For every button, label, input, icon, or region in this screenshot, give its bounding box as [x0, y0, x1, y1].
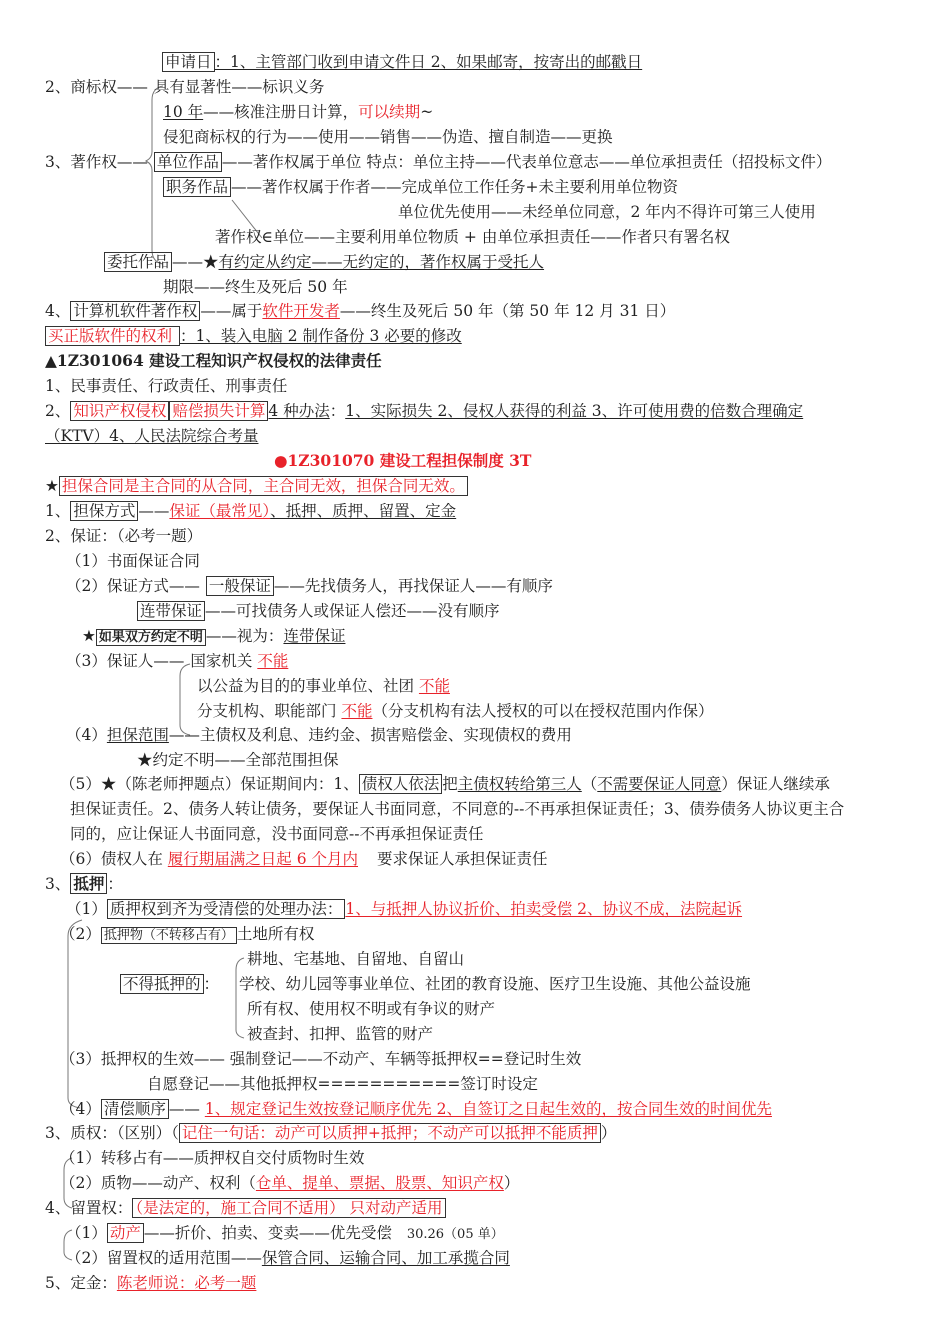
lien-scope-text: 保管合同、运输合同、加工承揽合同	[261, 1249, 510, 1267]
software-developer: 软件开发者	[262, 302, 340, 320]
line-surety-period	[60, 773, 830, 795]
unclear-star: ★	[82, 627, 96, 645]
joint-surety-text: ——可找债务人或保证人偿还——没有顺序	[205, 602, 500, 620]
public-facilities-text: 学校、幼儿园等事业单位、社团的教育设施、医疗卫生设施、其他公益设施	[239, 975, 751, 993]
repayment-order-text: 1、规定登记生效按登记顺序优先 2、自签订之日起生效的，按合同生效的时间优先	[204, 1100, 772, 1118]
unclear-agreement-text: ——视为：	[205, 627, 284, 645]
ip-infringe-label: 知识产权侵权	[70, 401, 169, 421]
line-surety-period-3	[70, 823, 483, 845]
commissioned-work-text: 有约定从约定——无约定的，著作权属于受托人	[218, 253, 545, 271]
line-unit-priority	[398, 201, 816, 223]
application-date-label: 申请日	[162, 52, 215, 72]
line-genuine-software	[45, 325, 462, 347]
ip-infringe-number: 2、	[45, 402, 71, 420]
lien-label: 4、留置权：	[45, 1199, 133, 1217]
ten-years-text: ——核准注册日计算，	[203, 103, 359, 121]
line-ip-infringe	[45, 400, 803, 422]
copyright-label: 3、著作权——	[45, 153, 148, 171]
surety-methods-label: （2）保证方式——	[66, 577, 200, 595]
mortgage-label: 抵押	[70, 873, 107, 894]
methods-text: 1、实际损失 2、侵权人获得的利益 3、许可使用费的倍数合理确定	[345, 402, 804, 420]
deposit-label: 5、定金：	[45, 1274, 117, 1292]
no-consent-text: 不需要保证人同意	[597, 775, 722, 793]
guarantee-methods-rest: 、抵押、质押、留置、定金	[270, 502, 457, 520]
surety-period-label: （5）★（陈老师押题点）保证期间内：1、	[60, 775, 359, 793]
mortgage-colon: ：	[107, 875, 123, 893]
ten-years-label: 10 年	[163, 103, 204, 121]
movable-text: ——折价、拍卖、变卖——优先受偿	[143, 1224, 397, 1242]
line-pledge-handling	[66, 898, 742, 920]
general-surety-label: 一般保证	[206, 576, 274, 596]
line-movable	[66, 1222, 504, 1246]
copyright-unit-text: 著作权∈单位——主要利用单位物质 + 由单位承担责任——作者只有署名权	[215, 228, 730, 246]
line-repayment-order	[60, 1098, 772, 1120]
surety-period-2-text: 担保证责任。2、债务人转让债务，要保证人书面同意，不同意的--不再承担保证责任；3、债券债务人协议更主合	[70, 800, 845, 818]
trademark-infringe-text: 侵犯商标权的行为——使用——销售——伪造、擅自制造——更换	[163, 128, 613, 146]
farmland-text: 耕地、宅基地、自留地、自留山	[247, 950, 465, 968]
software-number: 4、	[45, 302, 71, 320]
line-trademark-infringe	[163, 126, 613, 148]
line-transfer-possession	[60, 1147, 364, 1169]
line-liabilities	[45, 375, 287, 397]
deposit-note: 陈老师说：必考一题	[116, 1274, 257, 1292]
line-lien-scope	[66, 1247, 510, 1269]
pledge-handling-text: 1、与抵押人协议折价、拍卖受偿 2、协议不成，法院起诉	[345, 900, 743, 918]
line-application-date	[162, 51, 642, 73]
unit-work-label: 单位作品	[154, 152, 222, 172]
line-branch	[197, 700, 713, 722]
mortgage-property-number: （2）	[60, 925, 101, 943]
line-not-mortgageable	[120, 973, 751, 995]
state-organ-text: 国家机关	[190, 652, 258, 670]
genuine-software-text: ：1、装入电脑 2 制作备份 3 必要的修改	[179, 327, 462, 345]
line-guarantee-methods	[45, 500, 456, 522]
tilde-mark: ~	[420, 103, 434, 121]
voluntary-registration-text: 自愿登记——其他抵押权===========签订时设定	[147, 1075, 538, 1093]
line-ktv	[45, 425, 258, 447]
surety-text: 2、保证：（必考一题）	[45, 527, 203, 545]
transfer-word: 把	[442, 775, 458, 793]
compulsory-registration-text: 强制登记——不动产、车辆等抵押权==登记时生效	[229, 1050, 582, 1068]
pledged-items-close: ）	[503, 1174, 520, 1192]
paren-open: （	[581, 775, 598, 793]
software-term: ——终生及死后 50 年（第 50 年 12 月 31 日）	[339, 302, 676, 320]
term-text: 期限——终生及死后 50 年	[163, 278, 348, 296]
application-date-text: ：1、主管部门收到申请文件日 2、如果邮寄，按寄出的邮戳日	[214, 53, 643, 71]
guarantee-methods-dash: ——	[138, 502, 170, 520]
disputed-property-text: 所有权、使用权不明或有争议的财产	[247, 1000, 496, 1018]
pledge-handling-label: 质押权到齐为受清偿的处理办法：	[107, 899, 346, 919]
unit-work-text: ——著作权属于单位 特点：单位主持——代表单位意志——单位承担责任（招投标文件）	[221, 153, 832, 171]
written-contract-text: （1）书面保证合同	[66, 552, 200, 570]
line-creditor-six-months	[60, 848, 547, 870]
line-unclear-scope	[137, 749, 339, 771]
line-guarantee-scope	[66, 724, 572, 746]
line-disputed-property	[247, 998, 495, 1020]
line-seized-property	[247, 1023, 433, 1045]
transfer-claim-text: 主债权转给第三人	[457, 775, 582, 793]
line-public-welfare	[197, 675, 450, 697]
line-surety	[45, 525, 202, 547]
six-months-text: 履行期届满之日起 6 个月内	[167, 850, 359, 868]
line-commissioned-work	[104, 251, 544, 273]
line-lien	[45, 1197, 446, 1219]
creditor-legal-label: 债权人依法	[359, 774, 443, 794]
repayment-order-label: 清偿顺序	[101, 1099, 169, 1119]
ip-liability-heading: ▲1Z301064 建设工程知识产权侵权的法律责任	[45, 351, 382, 370]
line-term	[163, 276, 348, 298]
liabilities-text: 1、民事责任、行政责任、刑事责任	[45, 377, 288, 395]
surety-most-common: 保证（最常见）	[169, 502, 271, 520]
software-copyright-label: 计算机软件著作权	[70, 301, 200, 321]
line-pledged-items	[60, 1172, 519, 1194]
guarantee-heading: ●1Z301070 建设工程担保制度 3T	[274, 451, 532, 470]
unclear-scope-text: ★约定不明——全部范围担保	[137, 751, 339, 769]
line-pledge-right	[45, 1122, 616, 1144]
renewable-text: 可以续期	[358, 103, 421, 121]
line-ten-years	[163, 101, 433, 123]
line-trademark	[45, 76, 324, 98]
line-surety-period-2	[70, 798, 844, 820]
commissioned-work-star: ——★	[172, 253, 219, 271]
line-mortgage-property	[60, 923, 314, 947]
damages-calc-label: 赔偿损失计算	[169, 401, 268, 421]
continue-text: ）保证人继续承	[721, 775, 830, 793]
pledge-right-remember: 记住一句话：动产可以质押+抵押；不动产可以抵押不能质押	[179, 1123, 601, 1143]
creditor-label: （6）债权人在	[60, 850, 168, 868]
joint-surety-result: 连带保证	[283, 627, 346, 645]
branch-text: 分支机构、职能部门	[197, 702, 342, 720]
require-surety-text: 要求保证人承担保证责任	[372, 850, 548, 868]
duty-work-label: 职务作品	[163, 177, 231, 197]
pledged-items-label: （2）质物——动产、权利（	[60, 1174, 256, 1192]
public-welfare-text: 以公益为目的的事业单位、社团	[197, 677, 419, 695]
movable-label: 动产	[107, 1223, 144, 1243]
not-mortgageable-label: 不得抵押的	[120, 974, 204, 994]
surety-period-3-text: 同的，应让保证人书面同意，没书面同意--不再承担保证责任	[70, 825, 484, 843]
line-guarantor	[66, 650, 288, 672]
mortgage-number: 3、	[45, 875, 71, 893]
guarantee-methods-number: 1、	[45, 502, 71, 520]
lien-statutory-text: （是法定的，施工合同不适用） 只对动产适用	[132, 1198, 445, 1218]
trademark-label: 2、商标权——	[45, 78, 148, 96]
not-mortgageable-colon: ：	[203, 975, 220, 993]
commissioned-work-label: 委托作品	[104, 252, 172, 272]
repayment-order-number: （4）	[60, 1100, 101, 1118]
four-methods: 4 种办法	[268, 402, 330, 420]
guarantee-scope-number: （4）	[66, 726, 107, 744]
joint-surety-label: 连带保证	[137, 601, 205, 621]
line-duty-work	[163, 176, 678, 198]
transfer-possession-text: （1）转移占有——质押权自交付质物时生效	[60, 1149, 365, 1167]
branch-cannot: 不能	[341, 702, 373, 720]
line-copyright	[45, 151, 831, 173]
line-mortgage	[45, 873, 123, 895]
movable-note: 30.26（05 单）	[406, 1227, 504, 1242]
repayment-order-dash: ——	[168, 1100, 205, 1118]
movable-number: （1）	[66, 1224, 107, 1242]
line-software	[45, 300, 675, 322]
line-voluntary-registration	[147, 1073, 538, 1095]
lien-scope-label: （2）留置权的适用范围——	[66, 1249, 262, 1267]
ktv-text: （KTV）4、人民法院综合考量	[45, 427, 259, 445]
pledge-right-label: 3、质权：（区别）（	[45, 1124, 179, 1142]
line-deposit	[45, 1272, 256, 1294]
line-unclear-agreement	[82, 625, 345, 649]
public-welfare-cannot: 不能	[418, 677, 450, 695]
pledge-right-close: ）	[600, 1124, 617, 1142]
genuine-software-label: 买正版软件的权利	[45, 326, 180, 346]
line-written-contract	[66, 550, 200, 572]
line-guarantee-contract	[45, 475, 468, 497]
branch-note: （分支机构有法人授权的可以在授权范围内作保）	[372, 702, 714, 720]
section-heading-ip-liability	[45, 350, 382, 372]
colon-mark: ：	[329, 402, 346, 420]
pledge-handling-number: （1）	[66, 900, 107, 918]
section-heading-guarantee	[274, 450, 531, 472]
duty-work-text: ——著作权属于作者——完成单位工作任务+未主要利用单位物资	[231, 178, 679, 196]
seized-property-text: 被查封、扣押、监管的财产	[247, 1025, 434, 1043]
pledged-items-list: 仓单、提单、票据、股票、知识产权	[255, 1174, 504, 1192]
guarantee-contract-text: 担保合同是主合同的从合同，主合同无效，担保合同无效。	[59, 476, 468, 496]
line-copyright-unit	[215, 226, 730, 248]
guarantee-scope-text: ——主债权及利息、违约金、损害赔偿金、实现债权的费用	[168, 726, 572, 744]
line-surety-methods	[66, 575, 553, 597]
guarantor-label: （3）保证人——	[66, 652, 185, 670]
software-belongs: ——属于	[200, 302, 263, 320]
mortgage-property-label: 抵押物（不转移占有）	[101, 927, 237, 944]
guarantee-methods-label: 担保方式	[70, 501, 138, 521]
land-ownership-text: 土地所有权	[236, 925, 315, 943]
unclear-agreement-label: 如果双方约定不明	[96, 629, 206, 646]
line-farmland	[247, 948, 464, 970]
guarantee-scope-label: 担保范围	[106, 726, 169, 744]
state-organ-cannot: 不能	[257, 652, 289, 670]
guarantee-star: ★	[45, 477, 59, 495]
line-mortgage-effect	[60, 1048, 581, 1070]
line-joint-surety	[137, 600, 500, 622]
trademark-text: 具有显著性——标识义务	[153, 78, 325, 96]
unit-priority-text: 单位优先使用——未经单位同意，2 年内不得许可第三人使用	[398, 203, 816, 221]
mortgage-effect-label: （3）抵押权的生效——	[60, 1050, 230, 1068]
general-surety-text: ——先找债务人，再找保证人——有顺序	[273, 577, 553, 595]
